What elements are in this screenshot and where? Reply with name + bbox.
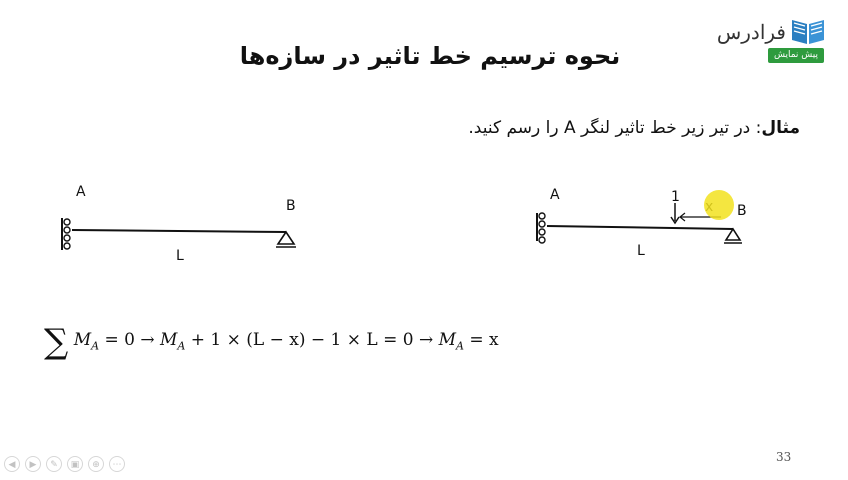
zoom-icon[interactable]: ⊕ (88, 456, 104, 472)
pen-icon[interactable]: ✎ (46, 456, 62, 472)
fixed-support-hatch (64, 219, 70, 249)
beam-line (72, 230, 286, 232)
next-icon[interactable]: ▶ (25, 456, 41, 472)
label-l: L (176, 248, 184, 264)
label-l: L (637, 243, 645, 259)
faradars-logo (706, 12, 826, 66)
example-text (240, 118, 800, 138)
beam-line (547, 226, 733, 229)
prev-icon[interactable]: ◀ (4, 456, 20, 472)
pointer-highlight (704, 190, 734, 220)
roller-support (278, 232, 294, 244)
logo-preview-badge: پیش نمایش (768, 48, 824, 63)
moment-equation: ∑ $M_A = 0 \to M_A + 1 \times (L - x) - 1 \times L = 0 \to M_A = x$ (44, 322, 499, 362)
label-a: A (550, 187, 560, 203)
beam-diagram-right (525, 175, 765, 265)
example-label: مثال (761, 118, 800, 138)
label-b: B (737, 203, 747, 219)
example-body: : در تیر زیر خط تاثیر لنگر A را رسم کنید. (468, 118, 762, 138)
beam-diagram-left (50, 170, 320, 280)
slideshow-controls (4, 456, 125, 472)
slide-title: نحوه ترسیم خط تاثیر در سازه‌ها (239, 42, 621, 70)
label-one: 1 (671, 189, 680, 205)
book-logo-icon (790, 14, 826, 46)
fixed-support-hatch (539, 213, 545, 243)
slides-icon[interactable]: ▣ (67, 456, 83, 472)
sigma-symbol: ∑ (44, 322, 69, 362)
roller-support (726, 229, 740, 240)
logo-brand-text: فرادرس (716, 20, 786, 44)
page-number: 33 (776, 450, 792, 464)
more-icon[interactable]: ⋯ (109, 456, 125, 472)
label-a: A (76, 184, 86, 200)
label-b: B (286, 198, 296, 214)
